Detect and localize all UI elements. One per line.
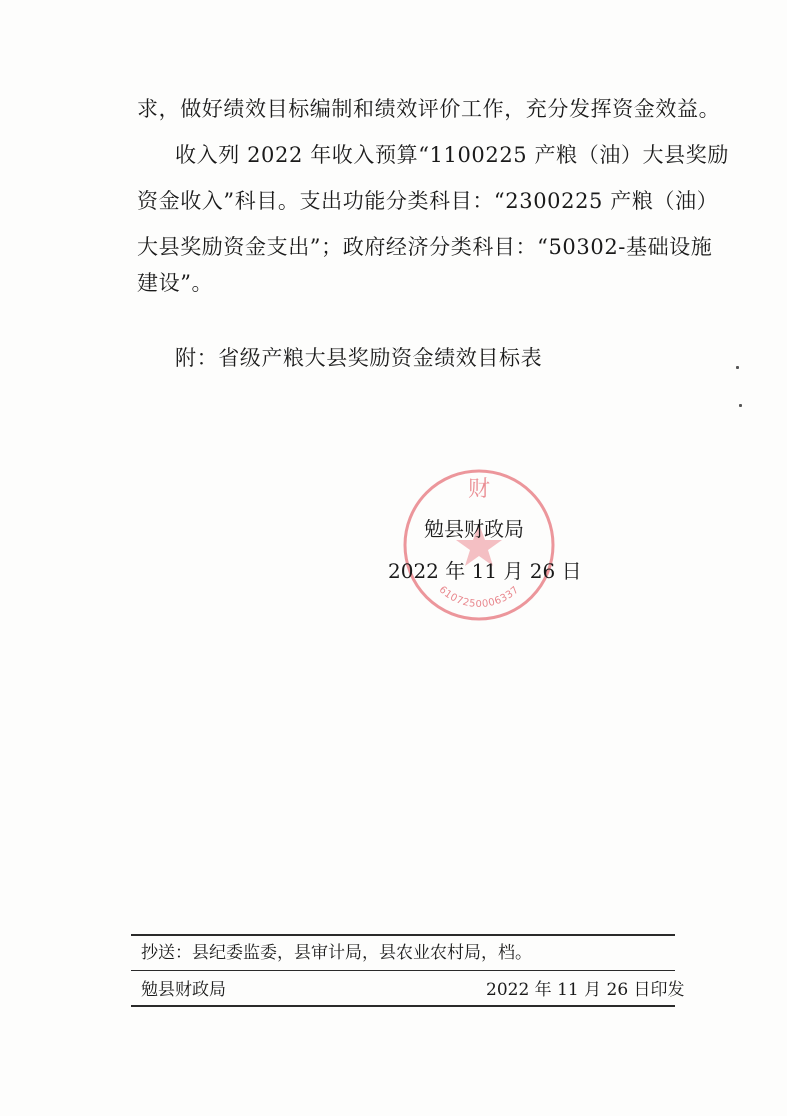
- signature-date: 2022 年 11 月 26 日: [388, 559, 582, 583]
- paragraph-line-1: 求，做好绩效目标编制和绩效评价工作，充分发挥资金效益。: [137, 97, 721, 121]
- signature-organization: 勉县财政局: [424, 517, 524, 541]
- svg-text:6107250006337: 6107250006337: [436, 584, 522, 610]
- paragraph-line-4: 大县奖励资金支出”；政府经济分类科目：“50302-基础设施: [137, 235, 713, 259]
- scan-speck: [739, 404, 742, 407]
- footer-rule-top: [131, 934, 675, 936]
- cc-list: 抄送：县纪委监委，县审计局，县农业农村局，档。: [141, 943, 532, 963]
- official-seal: [400, 466, 558, 624]
- paragraph-line-3: 资金收入”科目。支出功能分类科目：“2300225 产粮（油）: [137, 189, 719, 213]
- svg-text:财: 财: [467, 477, 491, 502]
- issuer-name: 勉县财政局: [141, 980, 226, 1000]
- scan-speck: [736, 366, 739, 369]
- paragraph-line-2: 收入列 2022 年收入预算“1100225 产粮（油）大县奖励: [175, 143, 729, 167]
- paragraph-line-5: 建设”。: [137, 271, 214, 295]
- footer-rule-bottom: [131, 1005, 675, 1007]
- attachment-note: 附：省级产粮大县奖励资金绩效目标表: [175, 346, 543, 370]
- issue-date: 2022 年 11 月 26 日印发: [486, 980, 685, 1000]
- footer-rule-middle: [131, 970, 675, 971]
